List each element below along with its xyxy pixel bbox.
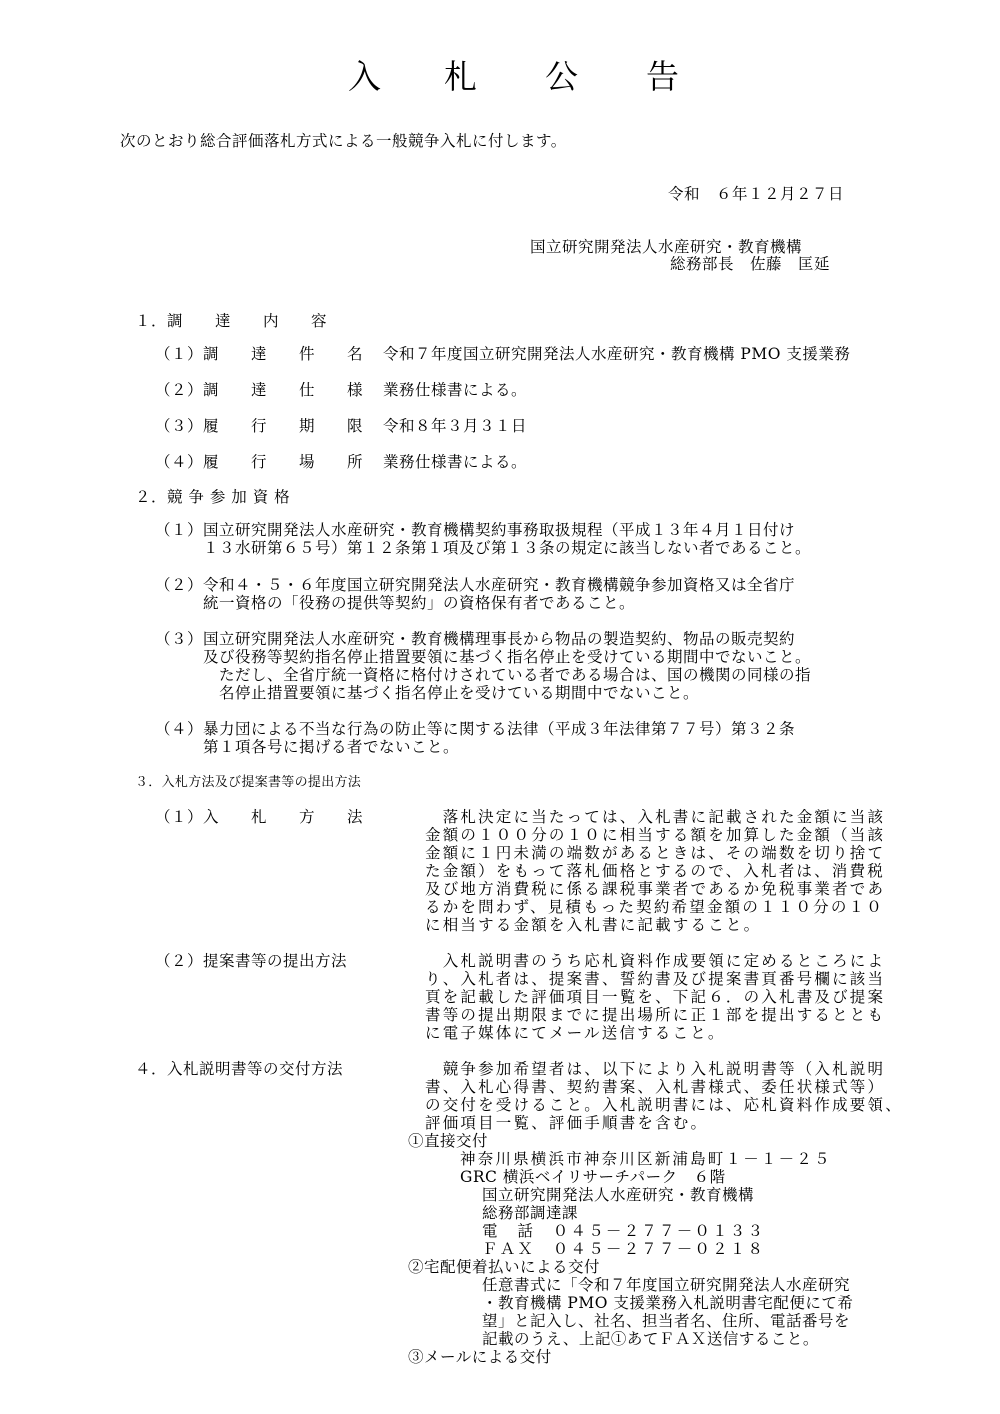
announcement-date: 令和 ６年１２月２７日 <box>668 185 845 203</box>
s2-item-line: １３水研第６５号）第１２条第１項及び第１３条の規定に該当しない者であること。 <box>155 539 812 557</box>
s2-item-line: （１）国立研究開発法人水産研究・教育機構契約事務取扱規程（平成１３年４月１日付け <box>155 521 796 539</box>
s3-item-line: 頁を記載した評価項目一覧を、下記６．の入札書及び提案 <box>425 988 886 1006</box>
s3-item-label: （２）提案書等の提出方法 <box>155 952 348 970</box>
s2-item-line: 第１項各号に掲げる者でないこと。 <box>155 738 460 756</box>
s4-line: 競争参加希望者は、以下により入札説明書等（入札説明 <box>425 1060 886 1078</box>
s3-item-line: 書等の提出期限までに提出場所に正１部を提出するととも <box>425 1006 886 1024</box>
s1-item-label: （２）調 達 仕 様 <box>155 381 364 399</box>
section-1-heading: １．調 達 内 容 <box>135 312 328 330</box>
s3-item-line: に電子媒体にてメール送信すること。 <box>425 1024 726 1042</box>
s3-item-line: 金額に１円未満の端数があるときは、その端数を切り捨て <box>425 844 886 862</box>
s3-item-line: り、入札者は、提案書、誓約書及び提案書頁番号欄に該当 <box>425 970 886 988</box>
direct-fax: ＦＡＸ ０４５－２７７－０２１８ <box>482 1240 766 1258</box>
s3-item-line: 落札決定に当たっては、入札書に記載された金額に当該 <box>425 808 886 826</box>
title-char: 告 <box>646 57 679 96</box>
s1-item-label: （３）履 行 期 限 <box>155 417 364 435</box>
issuer-org: 国立研究開発法人水産研究・教育機構 <box>530 238 803 256</box>
s1-item-value: 令和７年度国立研究開発法人水産研究・教育機構 PMO 支援業務 <box>383 345 851 363</box>
title-char: 公 <box>545 57 578 96</box>
section-3-heading: ３．入札方法及び提案書等の提出方法 <box>135 775 362 790</box>
direct-building: GRC 横浜ベイリサーチパーク ６階 <box>460 1168 726 1186</box>
page-title <box>0 55 1000 105</box>
issuer-person: 総務部長 佐藤 匡延 <box>670 255 831 273</box>
s2-item-line: （３）国立研究開発法人水産研究・教育機構理事長から物品の製造契約、物品の販売契約 <box>155 630 796 648</box>
s3-item-line: に相当する金額を入札書に記載すること。 <box>425 916 762 934</box>
s3-item-line: るかを問わず、見積もった契約希望金額の１１０分の１０ <box>425 898 884 916</box>
s2-item-line: 及び役務等契約指名停止措置要領に基づく指名停止を受けている期間中でないこと。 <box>155 648 812 666</box>
direct-delivery-label: ①直接交付 <box>408 1132 489 1150</box>
s2-item-line: ただし、全省庁統一資格に格付けされている者である場合は、国の機関の同様の指 <box>155 666 812 684</box>
direct-address: 神奈川県横浜市神奈川区新浦島町１－１－２５ <box>460 1150 832 1168</box>
s2-item-line: 統一資格の「役務の提供等契約」の資格保有者であること。 <box>155 594 636 612</box>
delivery-line: 任意書式に「令和７年度国立研究開発法人水産研究 <box>482 1276 851 1294</box>
s2-item-line: 名停止措置要領に基づく指名停止を受けている期間中でないこと。 <box>155 684 700 702</box>
s3-item-line: 金額の１００分の１０に相当する額を加算した金額（当該 <box>425 826 886 844</box>
s3-item-line: 及び地方消費税に係る課税事業者であるか免税事業者であ <box>425 880 886 898</box>
direct-tel: 電 話 ０４５－２７７－０１３３ <box>482 1222 766 1240</box>
s1-item-value: 業務仕様書による。 <box>383 381 528 399</box>
s4-line: の交付を受けること。入札説明書には、応札資料作成要領、 <box>425 1096 903 1114</box>
section-2-heading: ２．競 争 参 加 資 格 <box>135 488 291 506</box>
s1-item-value: 業務仕様書による。 <box>383 453 528 471</box>
s3-item-label: （１）入 札 方 法 <box>155 808 364 826</box>
intro-text: 次のとおり総合評価落札方式による一般競争入札に付します。 <box>120 132 567 150</box>
title-char: 札 <box>444 57 477 96</box>
s3-item-line: た金額）をもって落札価格とするので、入札者は、消費税 <box>425 862 885 880</box>
delivery-line: ・教育機構 PMO 支援業務入札説明書宅配便にて希 <box>482 1294 854 1312</box>
s2-item-line: （４）暴力団による不当な行為の防止等に関する法律（平成３年法律第７７号）第３２条 <box>155 720 796 738</box>
title-char: 入 <box>348 57 381 96</box>
delivery-line: 望」と記入し、社名、担当者名、住所、電話番号を <box>482 1312 851 1330</box>
direct-dept: 総務部調達課 <box>482 1204 579 1222</box>
s1-item-value: 令和８年３月３１日 <box>383 417 528 435</box>
mail-delivery-label: ③メールによる交付 <box>408 1348 552 1366</box>
section-4-heading: ４．入札説明書等の交付方法 <box>135 1060 344 1078</box>
s4-line: 書、入札心得書、契約書案、入札書様式、委任状様式等） <box>425 1078 886 1096</box>
s2-item-line: （２）令和４・５・６年度国立研究開発法人水産研究・教育機構競争参加資格又は全省庁 <box>155 576 796 594</box>
delivery-line: 記載のうえ、上記①あてＦＡＸ送信すること。 <box>482 1330 819 1348</box>
s1-item-label: （１）調 達 件 名 <box>155 345 364 363</box>
direct-org: 国立研究開発法人水産研究・教育機構 <box>482 1186 755 1204</box>
s1-item-label: （４）履 行 場 所 <box>155 453 364 471</box>
s4-line: 評価項目一覧、評価手順書を含む。 <box>425 1114 709 1132</box>
s3-item-line: 入札説明書のうち応札資料作成要領に定めるところによ <box>425 952 886 970</box>
delivery-label: ②宅配便着払いによる交付 <box>408 1258 601 1276</box>
